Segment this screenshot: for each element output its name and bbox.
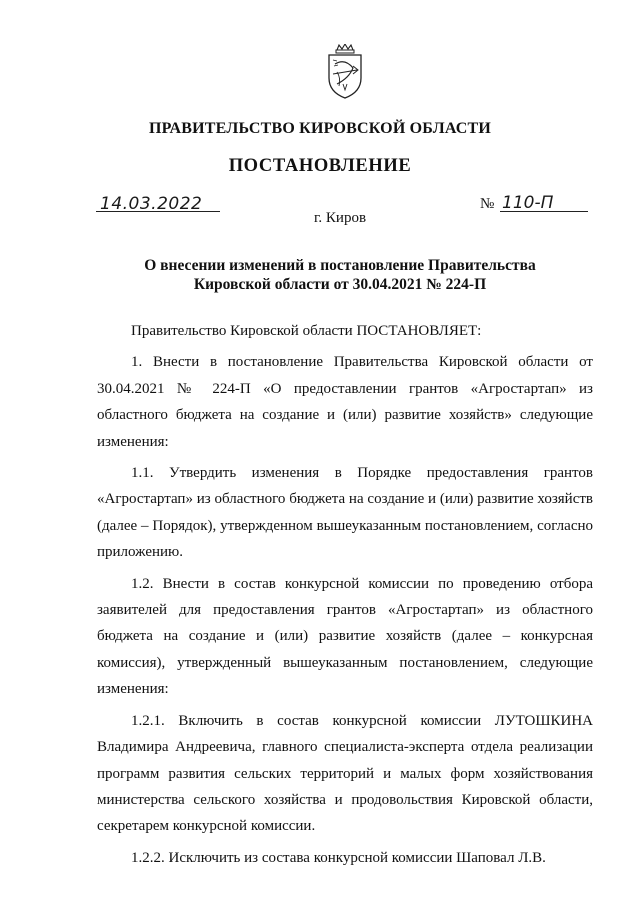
coat-of-arms-icon [323, 44, 367, 100]
document-number: 110-П [502, 193, 554, 213]
document-body [97, 318, 593, 876]
body-paragraph: 1.1. Утвердить изменения в Порядке предоставления грантов «Агростартап» из областного бюджета на создание и (или) развитие хозяйств (далее – Порядок), утвержденном вышеуказанным постановлением, согласно приложению. [97, 465, 593, 561]
document-date: 14.03.2022 [100, 194, 203, 214]
document-title-line-1: О внесении изменений в постановление Правительства [144, 257, 536, 274]
document-type: ПОСТАНОВЛЕНИЕ [228, 156, 412, 176]
document-city: г. Киров [313, 210, 367, 226]
body-paragraph: Правительство Кировской области ПОСТАНОВЛЯЕТ: [131, 323, 482, 339]
government-name: ПРАВИТЕЛЬСТВО КИРОВСКОЙ ОБЛАСТИ [148, 120, 492, 137]
body-paragraph: 1.2.2. Исключить из состава конкурсной комиссии Шаповал Л.В. [131, 849, 546, 866]
document-title-line-2: Кировской области от 30.04.2021 № 224-П [193, 276, 487, 293]
body-paragraph: 1. Внести в постановление Правительства Кировской области от 30.04.2021 № 224-П «О предоставлении грантов «Агростартап» из областного бюджета на создание и (или) развитие хозяйств» следующие изменения: [97, 354, 593, 450]
number-sign: № [480, 196, 495, 212]
body-paragraph: 1.2. Внести в состав конкурсной комиссии по проведению отбора заявителей для предоставления грантов «Агростартап» из областного бюджета на создание и (или) развитие хозяйств (далее – конкурсная комиссия), утвержденный вышеуказанным постановлением, следующие изменения: [97, 575, 593, 698]
body-paragraph: 1.2.1. Включить в состав конкурсной комиссии ЛУТОШКИНА Владимира Андреевича, главного специалиста-эксперта отдела реализации программ развития сельских территорий и малых форм хозяйствования министерства сельского хозяйства и продовольствия Кировской области, секретарем конкурсной комиссии. [97, 712, 593, 835]
document-title [110, 256, 570, 294]
